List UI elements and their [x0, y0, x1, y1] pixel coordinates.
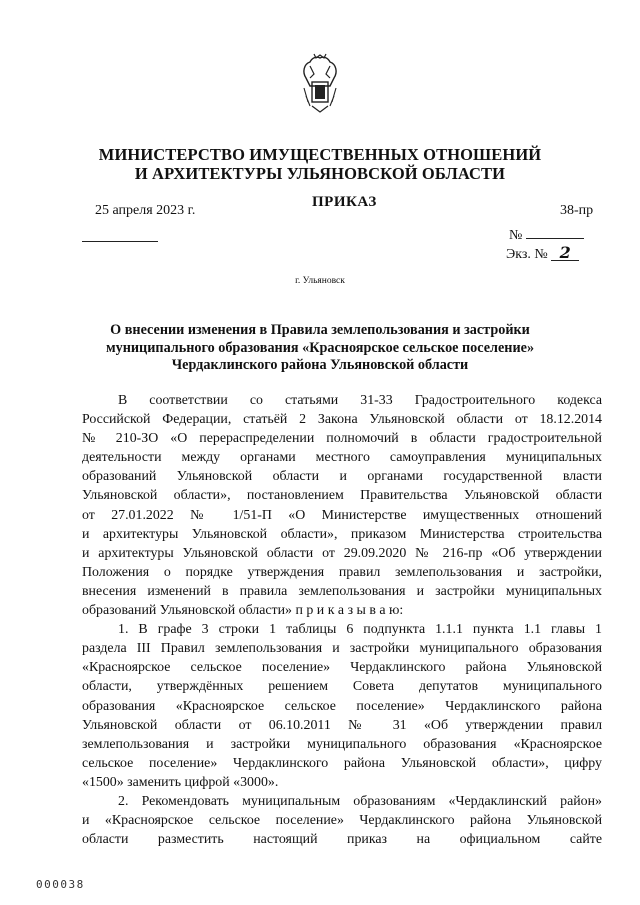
document-body [82, 391, 602, 849]
body-line: «Красноярское сельское поселение» Чердаклинского района Ульяновской [82, 660, 602, 676]
body-line: Ульяновской области», постановлением Правительства Ульяновской области [82, 488, 602, 504]
body-line: Положения о порядке утверждения правил землепользования и застройки, [82, 564, 602, 580]
subject-line: муниципального образования «Красноярское сельское поселение» [105, 340, 535, 356]
body-line: Российской Федерации, статьёй 2 Закона Ульяновской области от 18.12.2014 [82, 412, 602, 428]
subject-line: О внесении изменения в Правила землепользования и застройки [110, 322, 530, 338]
body-line: внесения изменений в правила землепользования и застройки муниципальных [82, 583, 602, 599]
coat-of-arms-emblem-icon [300, 52, 340, 114]
page-stamp-number: 000038 [36, 878, 85, 891]
number-field [509, 226, 584, 244]
body-line: Ульяновской области от 06.10.2011 № 31 «Об утверждении правил [82, 717, 602, 733]
copy-number-handwritten: 2 [551, 246, 579, 261]
body-line: и «Красноярское сельское поселение» Чердаклинского района Ульяновской [82, 813, 602, 829]
number-underline [526, 226, 584, 239]
number-label: № [509, 228, 523, 243]
subject-line: Чердаклинского района Ульяновской области [171, 357, 469, 373]
body-line: сельское поселение» Чердаклинского района Ульяновской области», цифру [82, 755, 602, 771]
body-line: области разместить настоящий приказ на официальном сайте [82, 832, 602, 848]
body-line: и архитектуры Ульяновской области от 29.09.2020 № 216-пр «Об утверждении [82, 545, 602, 561]
body-line: образования «Красноярское сельское поселение» Чердаклинского района [82, 698, 602, 714]
copy-number-field [506, 243, 579, 263]
body-line: от 27.01.2022 № 1/51-П «О Министерстве имущественных отношений [82, 507, 602, 523]
body-line: и архитектуры Ульяновской области», приказом Министерства строительства [82, 526, 602, 542]
body-line: В соответствии со статьями 31-33 Градостроительного кодекса [118, 393, 602, 408]
document-date: 25 апреля 2023 г. [95, 203, 196, 218]
body-line: раздела III Правил землепользования и застройки муниципального образования [82, 641, 602, 657]
ministry-title-line2: И АРХИТЕКТУРЫ УЛЬЯНОВСКОЙ ОБЛАСТИ [134, 164, 506, 183]
body-line: 1. В графе 3 строки 1 таблицы 6 подпункта 1.1.1 пункта 1.1 главы 1 [118, 622, 602, 638]
body-line: 2. Рекомендовать муниципальным образованиям «Чердаклинский район» [118, 793, 602, 809]
blank-line [82, 241, 158, 242]
body-line: № 210-ЗО «О перераспределении полномочий в области градостроительной [82, 431, 602, 447]
ministry-title-line1: МИНИСТЕРСТВО ИМУЩЕСТВЕННЫХ ОТНОШЕНИЙ [98, 145, 542, 164]
body-line: образований Ульяновской области и органами государственной власти [82, 469, 602, 485]
document-type: ПРИКАЗ [312, 194, 377, 210]
body-line: области, утверждённых решением Совета депутатов муниципального [82, 679, 602, 695]
body-line: образований Ульяновской области» п р и к а з ы в а ю: [82, 603, 404, 619]
city-label: г. Ульяновск [295, 276, 345, 286]
body-line: деятельности между органами местного самоуправления муниципальных [82, 450, 602, 466]
copy-label: Экз. № [506, 247, 548, 262]
body-line: землепользования и застройки муниципального образования «Красноярское [82, 736, 602, 752]
document-number: 38-пр [560, 203, 594, 218]
body-line: «1500» заменить цифрой «3000». [82, 774, 279, 790]
